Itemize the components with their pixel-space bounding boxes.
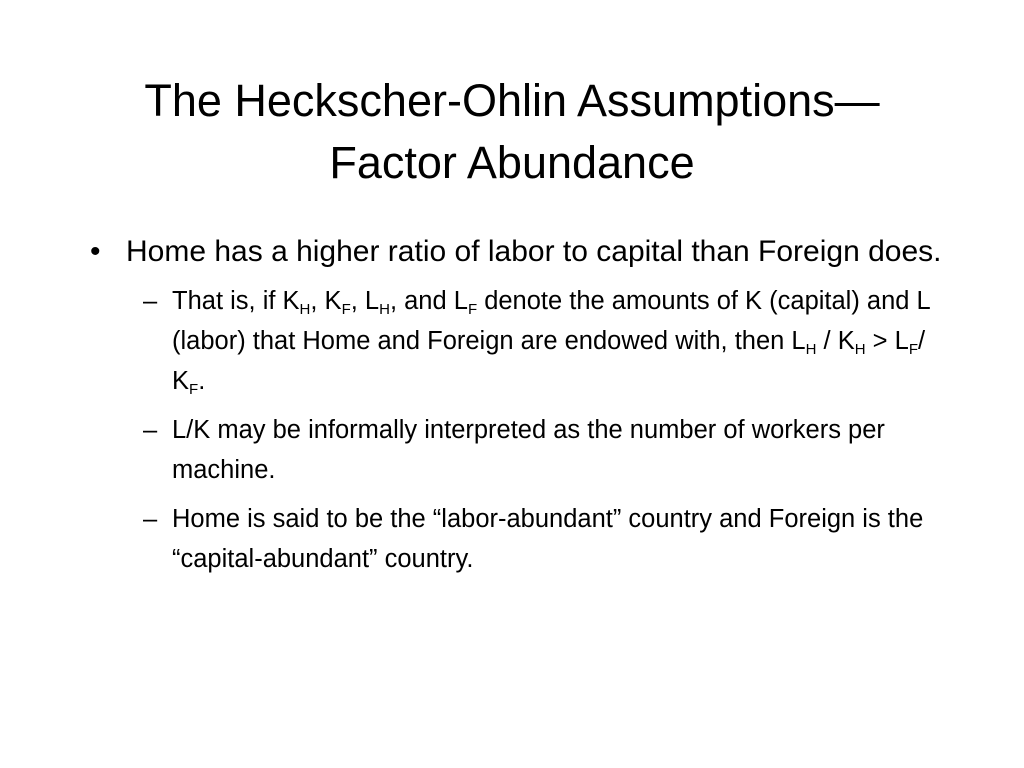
slide-title (60, 70, 964, 194)
sub-text: That is, if K (172, 287, 300, 315)
title-line-2: Factor Abundance (329, 137, 695, 188)
subscript: H (805, 341, 817, 358)
sub-bullet-interpretation (86, 410, 946, 490)
bullet-text: Home has a higher ratio of labor to capital than Foreign does. (126, 235, 942, 268)
bullet-item (86, 228, 946, 275)
dash-marker: – (143, 416, 158, 444)
subscript: F (341, 301, 351, 318)
sub-text: denote the amounts of K (capital) and L (labor) that Home and Foreign are endowed with, then L (172, 287, 930, 355)
sub-text: Home is said to be the “labor-abundant” country and Foreign is the “capital-abundant” country. (172, 505, 924, 573)
sub-text: , K (310, 287, 342, 315)
sub-text: , L (350, 287, 380, 315)
sub-text: , and L (389, 287, 468, 315)
subscript: F (908, 341, 918, 358)
subscript: H (854, 341, 866, 358)
dash-marker: – (143, 287, 158, 315)
subscript: F (467, 301, 478, 318)
sub-text: > L (865, 327, 909, 355)
sub-bullet-endowments (86, 281, 946, 401)
sub-text: . (198, 367, 206, 395)
title-line-1: The Heckscher-Ohlin Assumptions— (144, 75, 880, 126)
bullet-marker: • (90, 235, 101, 268)
subscript: H (379, 301, 390, 318)
sub-text: / K (816, 327, 855, 355)
slide-body (86, 228, 946, 588)
subscript: H (299, 301, 311, 318)
sub-text: L/K may be informally interpreted as the number of workers per machine. (172, 416, 885, 484)
sub-bullet-abundance (86, 499, 946, 579)
dash-marker: – (143, 505, 158, 533)
sub-text: / K (172, 327, 926, 395)
subscript: F (189, 381, 199, 398)
